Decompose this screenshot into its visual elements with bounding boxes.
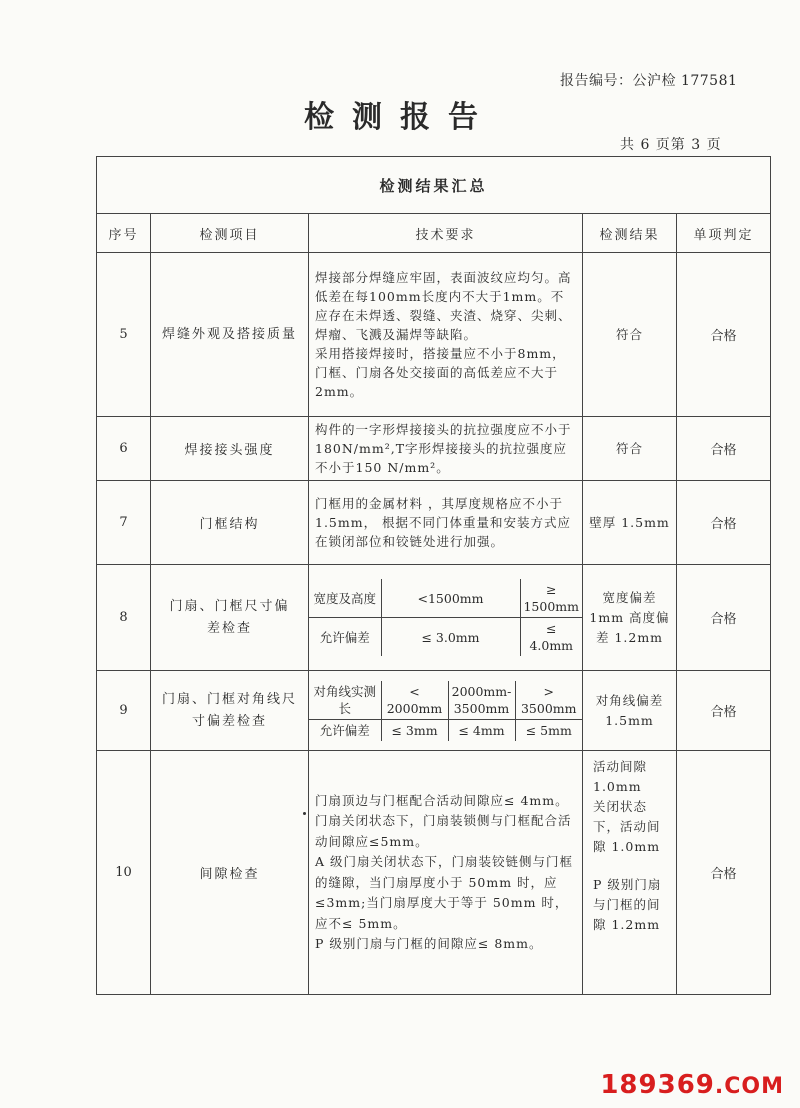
result-text: 活动间隙 1.0mm	[593, 759, 648, 794]
subtable-cell: ≤ 3mm	[381, 719, 448, 741]
test-item: 间隙检查	[151, 751, 309, 995]
page-info: 共 6 页第 3 页	[620, 137, 722, 153]
verdict: 合格	[677, 417, 771, 481]
subtable-cell: 2000mm- 3500mm	[448, 681, 515, 720]
verdict: 合格	[677, 481, 771, 565]
requirement	[309, 253, 583, 417]
row-number: 7	[97, 481, 151, 565]
test-item: 门扇、门框对角线尺寸偏差检查	[151, 671, 309, 751]
test-result	[583, 751, 677, 995]
col-header-verdict: 单项判定	[677, 214, 771, 253]
subtable-label: 允许偏差	[309, 618, 381, 657]
requirement-text: P 级别门扇与门框的间隙应≤ 8mm。	[315, 936, 543, 951]
result-text: 关闭状态下，活动间隙 1.0mm	[593, 799, 661, 854]
table-row	[97, 565, 771, 671]
requirement	[309, 751, 583, 995]
report-number: 报告编号：公沪检 177581	[560, 73, 738, 89]
subtable-cell: < 2000mm	[381, 681, 448, 720]
subtable-label: 允许偏差	[309, 719, 381, 741]
row-number: 5	[97, 253, 151, 417]
subtable-cell: ≤ 3.0mm	[381, 618, 520, 657]
test-result: 符合	[583, 417, 677, 481]
subtable-cell: ≤ 4mm	[448, 719, 515, 741]
test-item: 焊接接头强度	[151, 417, 309, 481]
results-table	[96, 156, 771, 995]
table-row	[97, 751, 771, 995]
test-result: 符合	[583, 253, 677, 417]
diagonal-deviation-subtable	[309, 681, 582, 741]
subtable-cell: ≥ 1500mm	[520, 579, 582, 618]
col-header-result: 检测结果	[583, 214, 677, 253]
col-header-no: 序号	[97, 214, 151, 253]
test-item: 焊缝外观及搭接质量	[151, 253, 309, 417]
subtable-cell: > 3500mm	[515, 681, 582, 720]
ink-dot	[303, 812, 306, 815]
subtable-label: 宽度及高度	[309, 579, 381, 618]
row-number: 6	[97, 417, 151, 481]
row-number: 10	[97, 751, 151, 995]
table-row	[97, 671, 771, 751]
report-title: 检测报告	[304, 100, 496, 135]
col-header-requirement: 技术要求	[309, 214, 583, 253]
result-text: P 级别门扇与门框的间隙 1.2mm	[593, 877, 662, 932]
diagonal-deviation-subtable-cell	[309, 671, 583, 751]
table-row	[97, 253, 771, 417]
table-header-row	[97, 214, 771, 253]
verdict: 合格	[677, 253, 771, 417]
test-result: 对角线偏差 1.5mm	[583, 671, 677, 751]
size-deviation-subtable	[309, 579, 582, 656]
table-row	[97, 417, 771, 481]
test-result: 壁厚 1.5mm	[583, 481, 677, 565]
table-row	[97, 481, 771, 565]
requirement-text: 门扇关闭状态下，门扇装锁侧与门框配合活动间隙应≤5mm。	[315, 813, 572, 849]
requirement: 门框用的金属材料 ，其厚度规格应不小于1.5mm， 根据不同门体重量和安装方式应在锁闭部位和铰链处进行加强。	[309, 481, 583, 565]
subtable-cell: ≤ 5mm	[515, 719, 582, 741]
subtable-cell: ≤ 4.0mm	[520, 618, 582, 657]
test-item: 门框结构	[151, 481, 309, 565]
row-number: 9	[97, 671, 151, 751]
watermark-number: 189369	[600, 1070, 715, 1100]
subtable-label: 对角线实测长	[309, 681, 381, 720]
subtable-cell: <1500mm	[381, 579, 520, 618]
watermark-suffix: .COM	[714, 1074, 784, 1099]
requirement-text: 采用搭接焊接时，搭接量应不小于8mm，门框、门扇各处交接面的高低差应不大于2mm。	[315, 346, 566, 399]
verdict: 合格	[677, 671, 771, 751]
test-item: 门扇、门框尺寸偏差检查	[151, 565, 309, 671]
site-watermark-logo	[600, 1070, 784, 1100]
test-result: 宽度偏差 1mm 高度偏差 1.2mm	[583, 565, 677, 671]
row-number: 8	[97, 565, 151, 671]
verdict: 合格	[677, 751, 771, 995]
requirement-text: 门扇顶边与门框配合活动间隙应≤ 4mm。	[315, 792, 569, 808]
size-deviation-subtable-cell	[309, 565, 583, 671]
verdict: 合格	[677, 565, 771, 671]
requirement: 构件的一字形焊接接头的抗拉强度应不小于180N/mm²,T字形焊接接头的抗拉强度应不小于150 N/mm²。	[309, 417, 583, 481]
table-caption: 检测结果汇总	[97, 157, 771, 214]
requirement-text: 焊接部分焊缝应牢固，表面波纹应均匀。高低差在每100mm长度内不大于1mm。不应存在未焊透、裂缝、夹渣、烧穿、尖刺、焊瘤、飞溅及漏焊等缺陷。	[315, 270, 572, 342]
col-header-item: 检测项目	[151, 214, 309, 253]
requirement-text: A 级门扇关闭状态下，门扇装铰链侧与门框的缝隙，当门扇厚度小于 50mm 时，应≤3mm;当门扇厚度大于等于 50mm 时，应不≤ 5mm。	[315, 854, 574, 931]
